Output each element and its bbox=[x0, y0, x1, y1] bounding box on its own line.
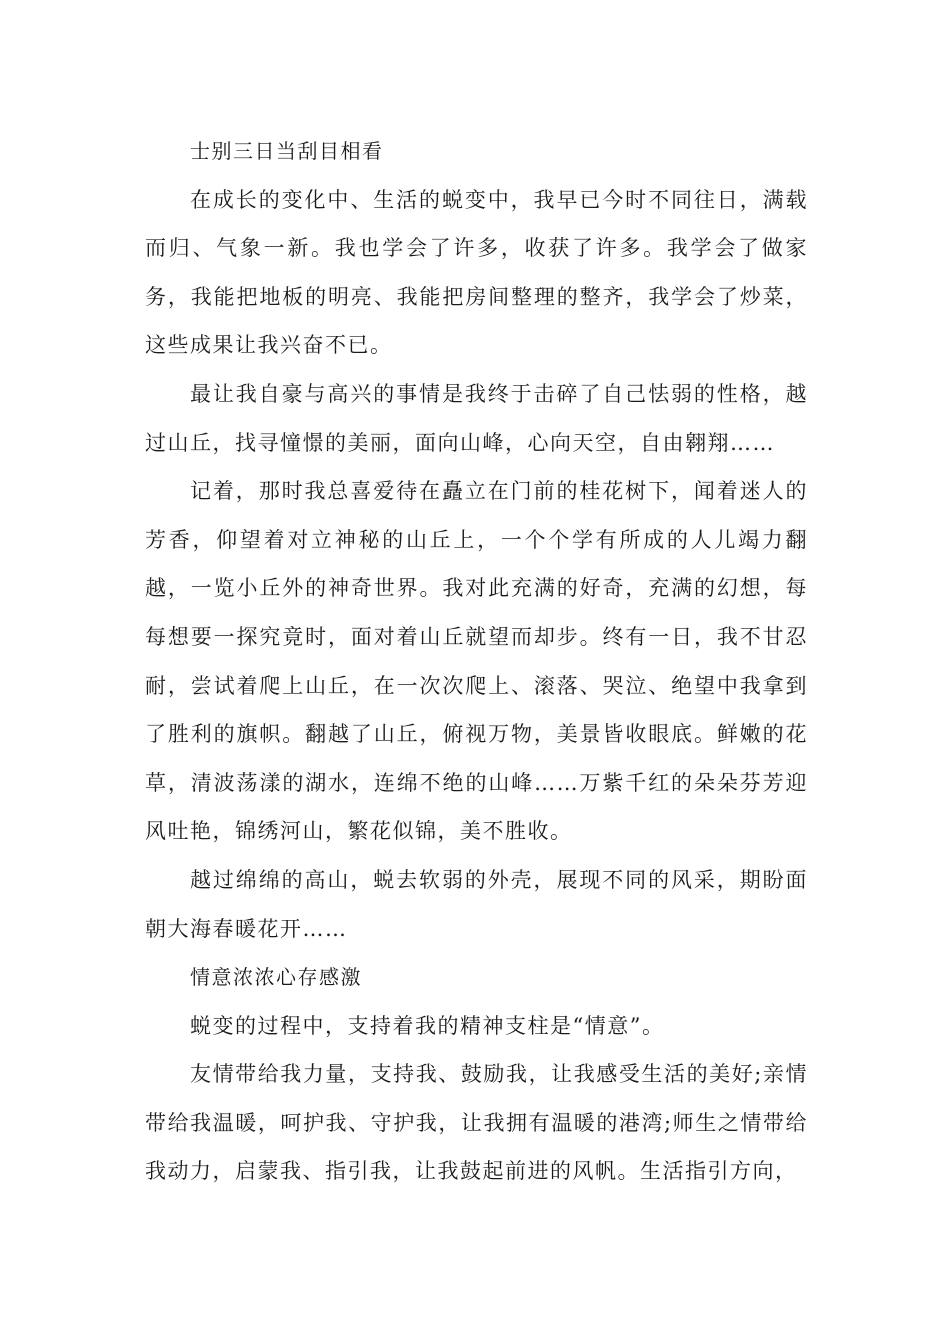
document-body bbox=[145, 127, 808, 1196]
section-heading-2: 情意浓浓心存感激 bbox=[190, 965, 362, 990]
paragraph-5: 蜕变的过程中，支持着我的精神支柱是“情意”。 bbox=[190, 1013, 665, 1038]
paragraph-4: 越过绵绵的高山，蜕去软弱的外壳，展现不同的风采，期盼面朝大海春暖花开…… bbox=[145, 867, 808, 941]
section-heading-1: 士别三日当刮目相看 bbox=[190, 139, 384, 163]
paragraph-6: 友情带给我力量，支持我、鼓励我，让我感受生活的美好;亲情带给我温暖，呵护我、守护我，让我拥有温暖的港湾;师生之情带给我动力，启蒙我、指引我，让我鼓起前进的风帆。生活指引方向， bbox=[145, 1062, 808, 1184]
paragraph-2: 最让我自豪与高兴的事情是我终于击碎了自己怯弱的性格，越过山丘，找寻憧憬的美丽，面向山峰，心向天空，自由翱翔…… bbox=[145, 381, 808, 455]
paragraph-1: 在成长的变化中、生活的蜕变中，我早已今时不同往日，满载而归、气象一新。我也学会了许多，收获了许多。我学会了做家务，我能把地板的明亮、我能把房间整理的整齐，我学会了炒菜，这些成果让我兴奋不已。 bbox=[145, 187, 808, 358]
paragraph-3: 记着，那时我总喜爱待在矗立在门前的桂花树下，闻着迷人的芳香，仰望着对立神秘的山丘上，一个个学有所成的人儿竭力翻越，一览小丘外的神奇世界。我对此充满的好奇，充满的幻想，每每想要一探究竟时，面对着山丘就望而却步。终有一日，我不甘忍耐，尝试着爬上山丘，在一次次爬上、滚落、哭泣、绝望中我拿到了胜利的旗帜。翻越了山丘，俯视万物，美景皆收眼底。鲜嫩的花草，清波荡漾的湖水，连绵不绝的山峰……万紫千红的朵朵芬芳迎风吐艳，锦绣河山，繁花似锦，美不胜收。 bbox=[145, 479, 808, 844]
